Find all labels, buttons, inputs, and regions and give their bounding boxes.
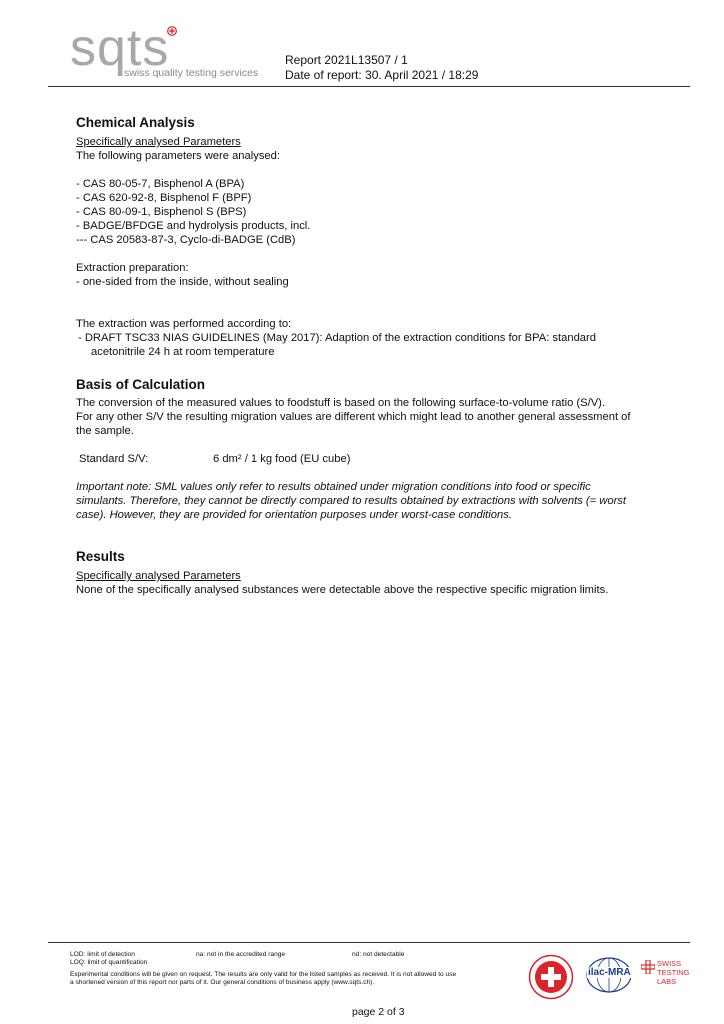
performed-line: acetonitrile 24 h at room temperature — [91, 346, 275, 358]
paragraph: the sample. — [76, 425, 134, 437]
report-number: Report 2021L13507 / 1 — [285, 53, 408, 67]
parameter-item: --- CAS 20583-87-3, Cyclo-di-BADGE (CdB) — [76, 234, 296, 246]
legend-lod: LOD: limit of detection — [70, 951, 135, 958]
legend-loq: LOQ: limit of quantification — [70, 959, 148, 966]
swiss-cross-icon — [167, 26, 177, 36]
important-note: Important note: SML values only refer to results obtained under migration conditions into food or specific — [76, 481, 591, 493]
header-divider — [48, 86, 690, 87]
section-title-basis-of-calculation: Basis of Calculation — [76, 377, 206, 392]
parameter-item: - CAS 620-92-8, Bisphenol F (BPF) — [76, 192, 252, 204]
extraction-value: - one-sided from the inside, without sealing — [76, 276, 289, 288]
stl-line: SWISS — [657, 959, 682, 968]
paragraph: The conversion of the measured values to foodstuff is based on the following surface-to-volume ratio (S/V). — [76, 397, 605, 409]
basis-body — [76, 396, 706, 522]
logo-tagline: swiss quality testing services — [124, 67, 259, 79]
paragraph: The following parameters were analysed: — [76, 150, 280, 162]
disclaimer-line: a shortened version of this report nor parts of it. Our general conditions of business apply (www.sqts.ch). — [70, 979, 375, 986]
ilac-label: ilac-MRA — [588, 967, 631, 978]
results-body — [76, 569, 706, 597]
report-meta — [285, 53, 478, 83]
chemical-analysis-body — [76, 135, 696, 359]
report-date: Date of report: 30. April 2021 / 18:29 — [285, 68, 479, 82]
paragraph: None of the specifically analysed substances were detectable above the respective specific migration limits. — [76, 584, 609, 596]
page-number: page 2 of 3 — [352, 1006, 405, 1018]
subsection-title: Specifically analysed Parameters — [76, 570, 241, 582]
sv-label: Standard S/V: — [79, 453, 149, 465]
legend-nd: nd: not detectable — [352, 951, 405, 958]
performed-label: The extraction was performed according to: — [76, 318, 292, 330]
legend-na: na: not in the accredited range — [196, 951, 286, 958]
paragraph: For any other S/V the resulting migration values are different which might lead to another general assessment of — [76, 411, 631, 423]
important-note: simulants. Therefore, they cannot be directly compared to results obtained by extractions with solvents (= worst — [76, 495, 627, 507]
stl-line: TESTING — [657, 968, 690, 977]
performed-line: - DRAFT TSC33 NIAS GUIDELINES (May 2017): Adaption of the extraction conditions for BPA: standard — [78, 332, 596, 344]
stl-line: LABS — [657, 977, 677, 986]
parameter-item: - CAS 80-05-7, Bisphenol A (BPA) — [76, 178, 245, 190]
section-title-chemical-analysis: Chemical Analysis — [76, 115, 195, 130]
swiss-testing-labs-badge — [641, 958, 691, 996]
subsection-title: Specifically analysed Parameters — [76, 136, 241, 148]
important-note: case). However, they are provided for orientation purposes under worst-case conditions. — [76, 509, 512, 521]
parameter-item: - BADGE/BFDGE and hydrolysis products, incl. — [76, 220, 311, 232]
extraction-label: Extraction preparation: — [76, 262, 189, 274]
parameter-item: - CAS 80-09-1, Bisphenol S (BPS) — [76, 206, 247, 218]
ilac-mra-badge — [584, 956, 634, 998]
company-logo: sqts — [70, 19, 170, 77]
footer-divider — [48, 942, 690, 943]
stl-label — [657, 959, 690, 986]
sv-value: 6 dm² / 1 kg food (EU cube) — [213, 453, 351, 465]
standard-sv-row — [76, 452, 706, 466]
swiss-accreditation-seal-icon — [528, 954, 574, 1000]
stl-cross-icon — [641, 960, 655, 974]
disclaimer-line: Experimental conditions will be given on request. The results are only valid for the listed samples as received. It is not allowed to use — [70, 971, 457, 978]
section-title-results: Results — [76, 549, 125, 564]
